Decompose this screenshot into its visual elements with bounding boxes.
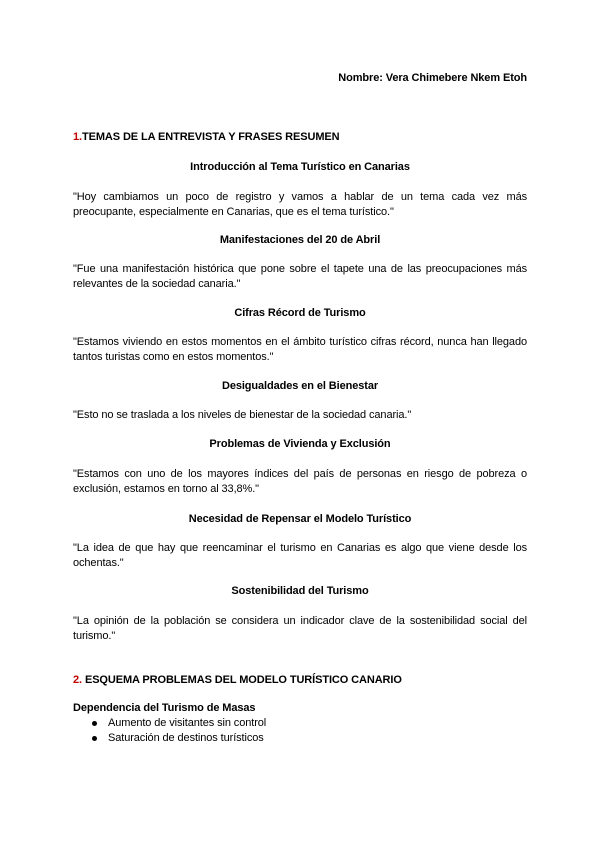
topic-heading: Desigualdades en el Bienestar: [221, 380, 379, 392]
section-1-title-text: TEMAS DE LA ENTREVISTA Y FRASES RESUMEN: [81, 131, 340, 143]
list-heading: Dependencia del Turismo de Masas: [73, 702, 256, 714]
topic-heading: Sostenibilidad del Turismo: [231, 585, 369, 597]
topic-quote: "La opinión de la población se considera un indicador clave de la sostenibilidad social del turismo.": [73, 615, 527, 642]
section-1-number: 1.: [73, 131, 82, 143]
author-name: Nombre: Vera Chimebere Nkem Etoh: [338, 72, 527, 84]
topic-quote: "Estamos viviendo en estos momentos en el ámbito turístico cifras récord, nunca han llegado tantos turistas como en estos momentos.": [73, 336, 527, 363]
topic-quote: "La idea de que hay que reencaminar el turismo en Canarias es algo que viene desde los ochentas.": [73, 542, 527, 569]
topic-quote: "Hoy cambiamos un poco de registro y vamos a hablar de un tema cada vez más preocupante, especialmente en Canarias, que es el tema turístico.": [73, 191, 527, 218]
topic-heading: Necesidad de Repensar el Modelo Turístico: [188, 513, 412, 525]
topic-heading: Introducción al Tema Turístico en Canarias: [190, 161, 410, 173]
bullet-icon: [92, 736, 97, 741]
topic-heading: Cifras Récord de Turismo: [234, 307, 366, 319]
section-1-title: [73, 131, 339, 143]
section-2-title: [73, 674, 402, 686]
list-item-text: Aumento de visitantes sin control: [108, 717, 267, 729]
topic-quote: "Estamos con uno de los mayores índices del país de personas en riesgo de pobreza o exclusión, estamos en torno al 33,8%.": [73, 468, 527, 495]
list-item: [90, 716, 266, 731]
topic-quote: "Fue una manifestación histórica que pone sobre el tapete una de las preocupaciones más relevantes de la sociedad canaria.": [73, 263, 527, 290]
section-2-number: 2.: [73, 674, 82, 686]
list-item-text: Saturación de destinos turísticos: [108, 732, 264, 744]
topic-heading: Problemas de Vivienda y Exclusión: [209, 438, 391, 450]
topic-quote: "Esto no se traslada a los niveles de bienestar de la sociedad canaria.": [73, 409, 412, 421]
list-item: [90, 731, 266, 746]
section-2-title-text: ESQUEMA PROBLEMAS DEL MODELO TURÍSTICO CANARIO: [84, 674, 402, 686]
topic-heading: Manifestaciones del 20 de Abril: [219, 234, 381, 246]
bullet-list: [90, 716, 266, 746]
bullet-icon: [92, 721, 97, 726]
